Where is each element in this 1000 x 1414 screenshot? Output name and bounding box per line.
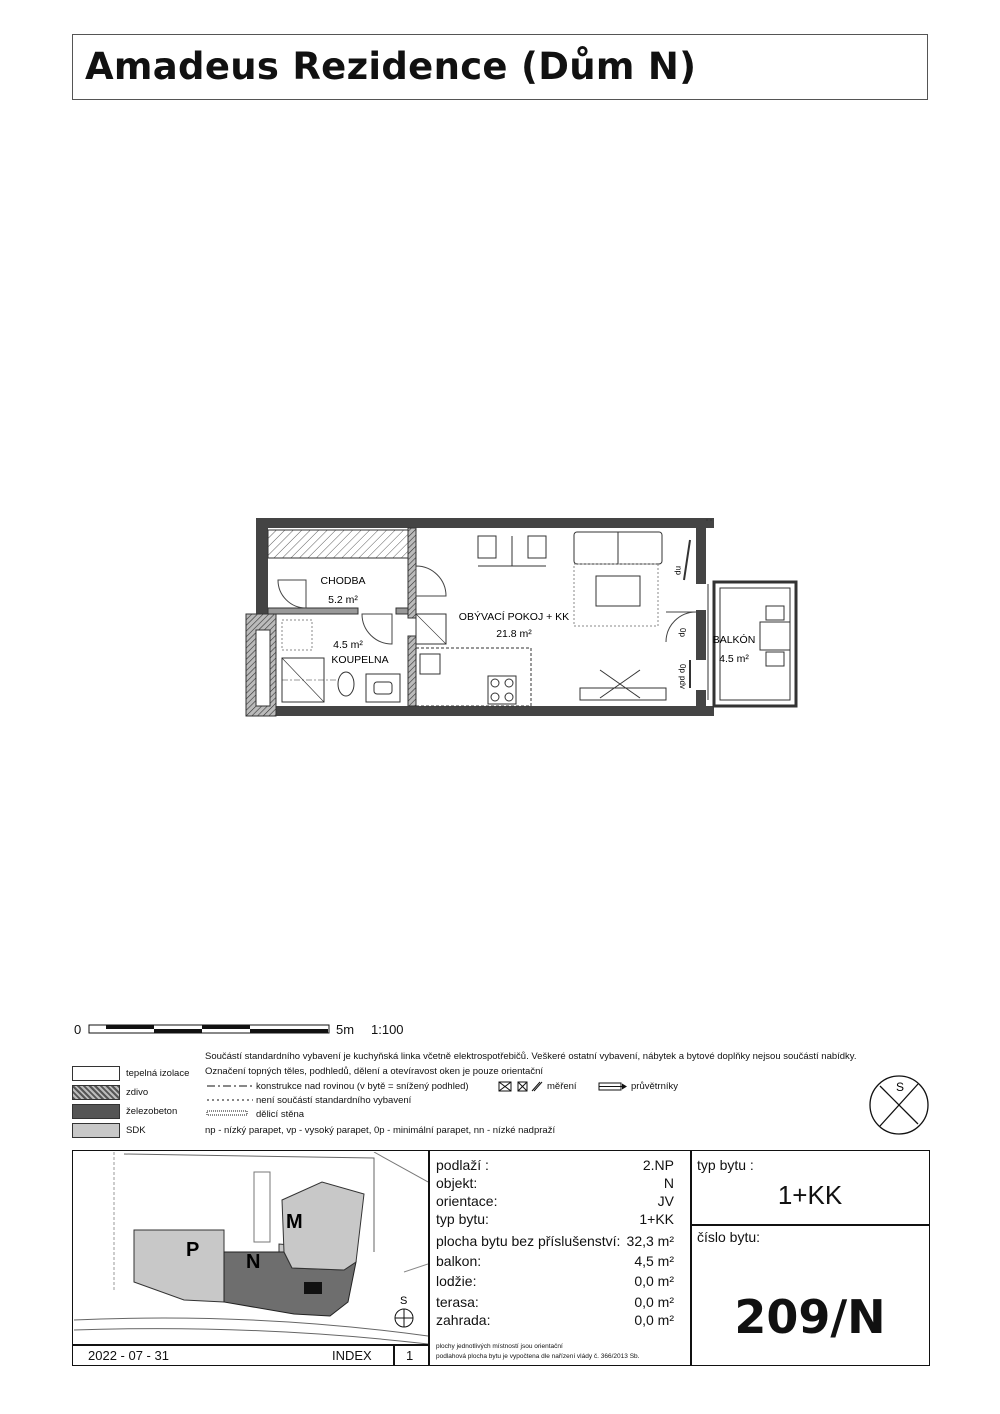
balcony-table	[760, 622, 790, 650]
info-label: plocha bytu bez příslušenství:	[436, 1233, 621, 1249]
info-value: 1+KK	[639, 1211, 674, 1227]
mark-0p: 0p	[678, 664, 687, 673]
compass-letter: S	[896, 1080, 905, 1094]
info-label: typ bytu:	[436, 1211, 489, 1227]
number-label: číslo bytu:	[697, 1229, 761, 1245]
legend-material: železobeton	[126, 1106, 178, 1117]
wall-right-mid	[696, 610, 706, 660]
door-entry	[278, 580, 306, 608]
index-label: INDEX	[332, 1348, 372, 1363]
legend-material: zdivo	[126, 1087, 149, 1098]
info-value: 0,0 m²	[634, 1294, 674, 1310]
apartment-number: 209/N	[734, 1290, 886, 1344]
door-room	[416, 566, 446, 596]
info-value: 0,0 m²	[634, 1312, 674, 1328]
info-label: balkon:	[436, 1253, 482, 1269]
room-obyvaci-area: 21.8 m²	[496, 628, 532, 640]
compass-icon	[866, 1072, 932, 1138]
wall-left-upper	[256, 518, 268, 614]
room-koupelna-area: 4.5 m²	[333, 639, 363, 651]
room-balkon-area: 4.5 m²	[719, 653, 749, 665]
index-value: 1	[406, 1348, 414, 1363]
legend-mereni: měření	[547, 1081, 577, 1092]
legend-material: tepelná izolace	[126, 1068, 190, 1079]
partition-bath	[408, 636, 416, 706]
info-footnote-1: plochy jednotlivých místností jsou orientační	[436, 1343, 563, 1350]
legend-line: není součástí standardního vybavení	[256, 1095, 412, 1106]
legend-swatch-concrete	[72, 1104, 120, 1119]
room-chodba-name: CHODBA	[320, 575, 366, 587]
scale-bar	[88, 1024, 332, 1036]
balcony-chair	[766, 606, 784, 620]
bath-sink	[366, 674, 400, 702]
insulation-block	[256, 630, 270, 706]
room-chodba-area: 5.2 m²	[328, 594, 358, 606]
room-balkon-name: BALKÓN	[712, 634, 756, 646]
legend-swatch-masonry	[72, 1085, 120, 1100]
vent-icon	[598, 1082, 628, 1092]
mark-pdv: pdv	[678, 676, 687, 689]
info-value: JV	[657, 1193, 674, 1209]
site-compass-letter: S	[400, 1295, 408, 1307]
meter-icons	[498, 1081, 546, 1093]
partition-hall	[408, 528, 416, 618]
drawing-date: 2022 - 07 - 31	[88, 1348, 169, 1363]
legend-line: dělicí stěna	[256, 1109, 305, 1120]
door-bath	[362, 614, 392, 644]
site-map	[74, 1152, 428, 1344]
scale-start: 0	[74, 1022, 82, 1037]
legend-swatch-sdk	[72, 1123, 120, 1138]
wall-right-upper	[696, 518, 706, 584]
type-value: 1+KK	[777, 1180, 843, 1210]
door-balcony	[666, 612, 696, 642]
chair	[478, 536, 496, 558]
wall-right-lower	[696, 690, 706, 716]
info-footnote-2: podlahová plocha bytu je vypočtena dle nařízení vlády č. 366/2013 Sb.	[436, 1353, 640, 1360]
site-label-n: N	[246, 1251, 261, 1273]
legend-pruvetrniky: průvětrníky	[631, 1081, 678, 1092]
mark-np: np	[674, 566, 683, 575]
info-label: zahrada:	[436, 1312, 491, 1328]
heater-box	[282, 620, 312, 650]
info-label: terasa:	[436, 1294, 479, 1310]
info-label: lodžie:	[436, 1273, 477, 1289]
wall-top	[256, 518, 714, 528]
info-value: 4,5 m²	[634, 1253, 674, 1269]
legend-material: SDK	[126, 1125, 146, 1136]
info-label: podlaží :	[436, 1157, 489, 1173]
legend-note-2: Označení topných těles, podhledů, dělení a otevíravost oken je pouze orientační	[205, 1066, 544, 1077]
mark-0p: 0p	[678, 628, 687, 637]
legend-note-1: Součástí standardního vybavení je kuchyňská linka včetně elektrospotřebičů. Veškeré ostatní vybavení, nábytek a bytové doplňky nejsou součástí nabídky.	[205, 1051, 857, 1062]
toilet	[338, 672, 354, 696]
coffee-table	[596, 576, 640, 606]
scale-end: 5m	[336, 1022, 355, 1037]
legend-swatch-insulation	[72, 1066, 120, 1081]
scale-ratio: 1:100	[371, 1022, 404, 1037]
info-value: 2.NP	[642, 1157, 674, 1173]
info-label: orientace:	[436, 1193, 498, 1209]
legend-line: konstrukce nad rovinou (v bytě = snížený podhled)	[256, 1081, 469, 1092]
chair	[528, 536, 546, 558]
room-koupelna-name: KOUPELNA	[331, 654, 389, 666]
site-label-m: M	[286, 1211, 303, 1233]
site-label-p: P	[186, 1239, 200, 1261]
legend-line-samples	[205, 1079, 255, 1119]
info-label: objekt:	[436, 1175, 478, 1191]
balcony-chair	[766, 652, 784, 666]
info-value: N	[663, 1175, 674, 1191]
wardrobe	[268, 530, 408, 558]
info-value: 32,3 m²	[626, 1233, 674, 1249]
wall-bottom	[256, 706, 714, 716]
kitchen-sink	[420, 654, 440, 674]
partition-bath-top	[268, 608, 358, 614]
page-title: Amadeus Rezidence (Dům N)	[85, 45, 697, 88]
tv-unit	[580, 688, 666, 700]
type-label: typ bytu :	[697, 1157, 754, 1173]
room-obyvaci-name: OBÝVACÍ POKOJ + KK	[458, 611, 570, 623]
legend-parapets: np - nízký parapet, vp - vysoký parapet, 0p - minimální parapet, nn - nízké nadpraží	[205, 1125, 556, 1136]
info-value: 0,0 m²	[634, 1273, 674, 1289]
